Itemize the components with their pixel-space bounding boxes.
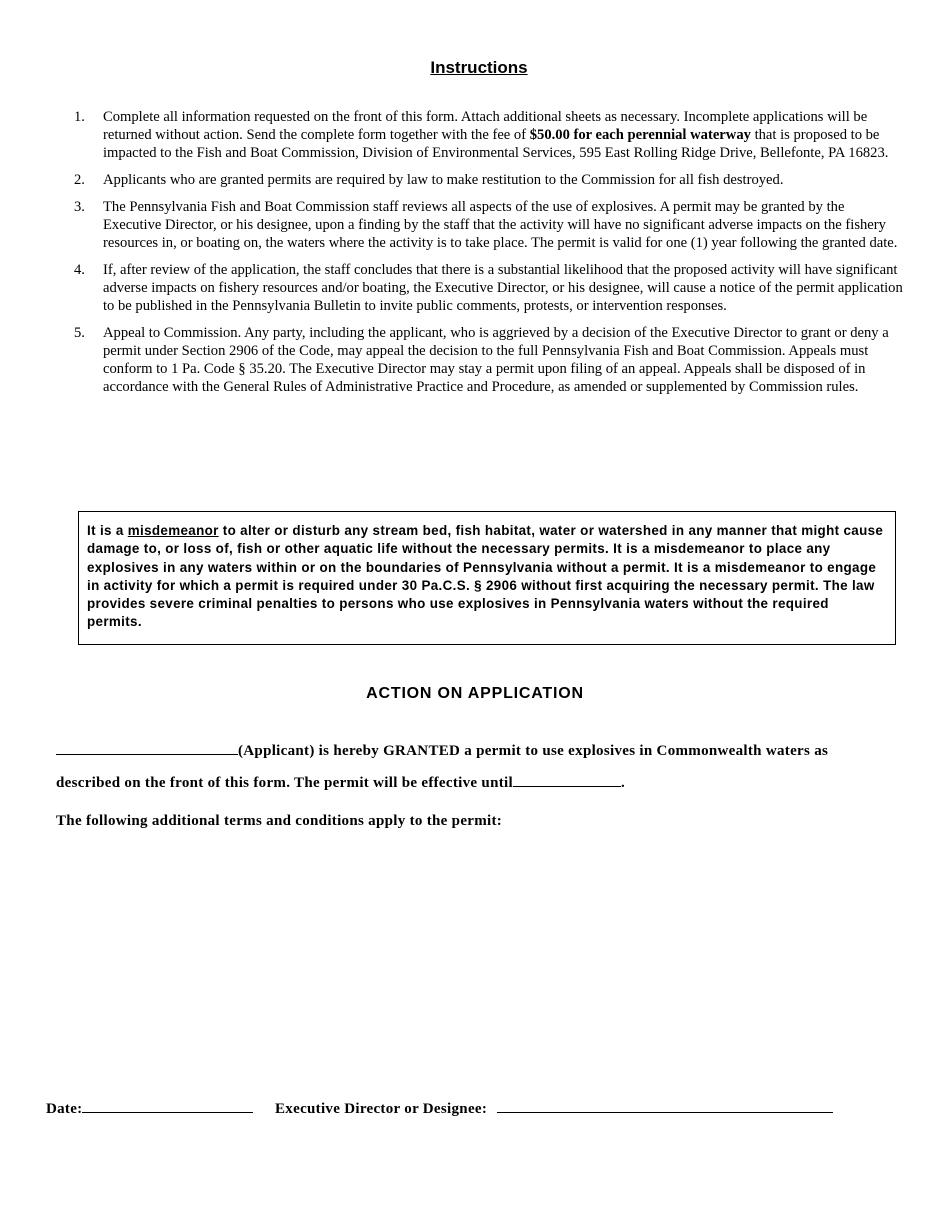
grant-line xyxy=(56,740,828,760)
item-text: If, after review of the application, the staff concludes that there is a substantial likelihood that the proposed activity will have significant adverse impacts on fishery resources and/or boating, the Executive Director, or his designee, will cause a notice of the permit application to be published in the Pennsylvania Bulletin to invite public comments, protests, or intervention responses. xyxy=(103,262,903,314)
applicant-blank[interactable] xyxy=(56,740,238,755)
list-item xyxy=(70,108,905,162)
item-text: Applicants who are granted permits are required by law to make restitution to the Commission for all fish destroyed. xyxy=(103,172,784,188)
misdemeanor-warning-box xyxy=(78,511,896,645)
signature-field xyxy=(275,1098,833,1118)
item-text: The Pennsylvania Fish and Boat Commission staff reviews all aspects of the use of explosives. A permit may be granted by the Executive Director, or his designee, upon a finding by the staff that the activity will have no significant adverse impacts on the fishery resources in, or boating on, the waters where the activity is to take place. The permit is valid for one (1) year following the granted date. xyxy=(103,199,898,251)
list-item xyxy=(70,324,905,396)
list-item xyxy=(70,171,905,189)
item-number: 3. xyxy=(74,199,85,215)
item-number: 2. xyxy=(74,172,85,188)
warning-prefix: It is a xyxy=(87,523,128,538)
item-number: 5. xyxy=(74,325,85,341)
list-item xyxy=(70,198,905,252)
exec-label: Executive Director or Designee: xyxy=(275,1101,488,1117)
action-title: ACTION ON APPLICATION xyxy=(366,685,584,702)
list-item xyxy=(70,261,905,315)
instructions-title: Instructions xyxy=(430,58,528,77)
effective-line xyxy=(56,772,625,792)
terms-heading: The following additional terms and conditions apply to the permit: xyxy=(56,813,503,829)
fee-text: $50.00 for each perennial waterway xyxy=(529,127,751,143)
date-field xyxy=(46,1098,253,1118)
item-text-cont: that is proposed to be impacted to the Fish and Boat Commission, Division of Environmental Services, 595 East Rolling Ridge Drive, Bellefonte, PA 16823. xyxy=(103,127,889,161)
effective-date-blank[interactable] xyxy=(513,772,621,787)
item-number: 4. xyxy=(74,262,85,278)
grant-text: (Applicant) is hereby GRANTED a permit to use explosives in Commonwealth waters as xyxy=(238,743,829,759)
signature-blank[interactable] xyxy=(497,1098,833,1113)
date-blank[interactable] xyxy=(82,1098,253,1113)
item-number: 1. xyxy=(74,109,85,125)
effective-period: . xyxy=(620,775,625,791)
warning-underlined: misdemeanor xyxy=(127,523,219,538)
warning-text: to alter or disturb any stream bed, fish habitat, water or watershed in any manner that might cause damage to, or loss of, fish or other aquatic life without the necessary permits. It is a misdemeanor to place any explosives in any waters within or on the boundaries of Pennsylvania without a permit. It is a misdemeanor to engage in activity for which a permit is required under 30 Pa.C.S. § 2906 without first acquiring the necessary permit. The law provides severe criminal penalties to persons who use explosives in Pennsylvania waters without the required permits. xyxy=(87,523,884,630)
effective-text: described on the front of this form. The permit will be effective until xyxy=(56,775,513,791)
item-text: Complete all information requested on the front of this form. Attach additional sheets as necessary. Incomplete applications will be returned without action. Send the complete form together with the fee of xyxy=(103,109,868,143)
item-text: Appeal to Commission. Any party, including the applicant, who is aggrieved by a decision of the Executive Director to grant or deny a permit under Section 2906 of the Code, may appeal the decision to the full Pennsylvania Fish and Boat Commission. Appeals must conform to 1 Pa. Code § 35.20. The Executive Director may stay a permit upon filing of an appeal. Appeals shall be disposed of in accordance with the General Rules of Administrative Practice and Procedure, as amended or supplemented by Commission rules. xyxy=(103,325,889,395)
date-label: Date: xyxy=(46,1101,83,1117)
instructions-list xyxy=(70,108,905,405)
